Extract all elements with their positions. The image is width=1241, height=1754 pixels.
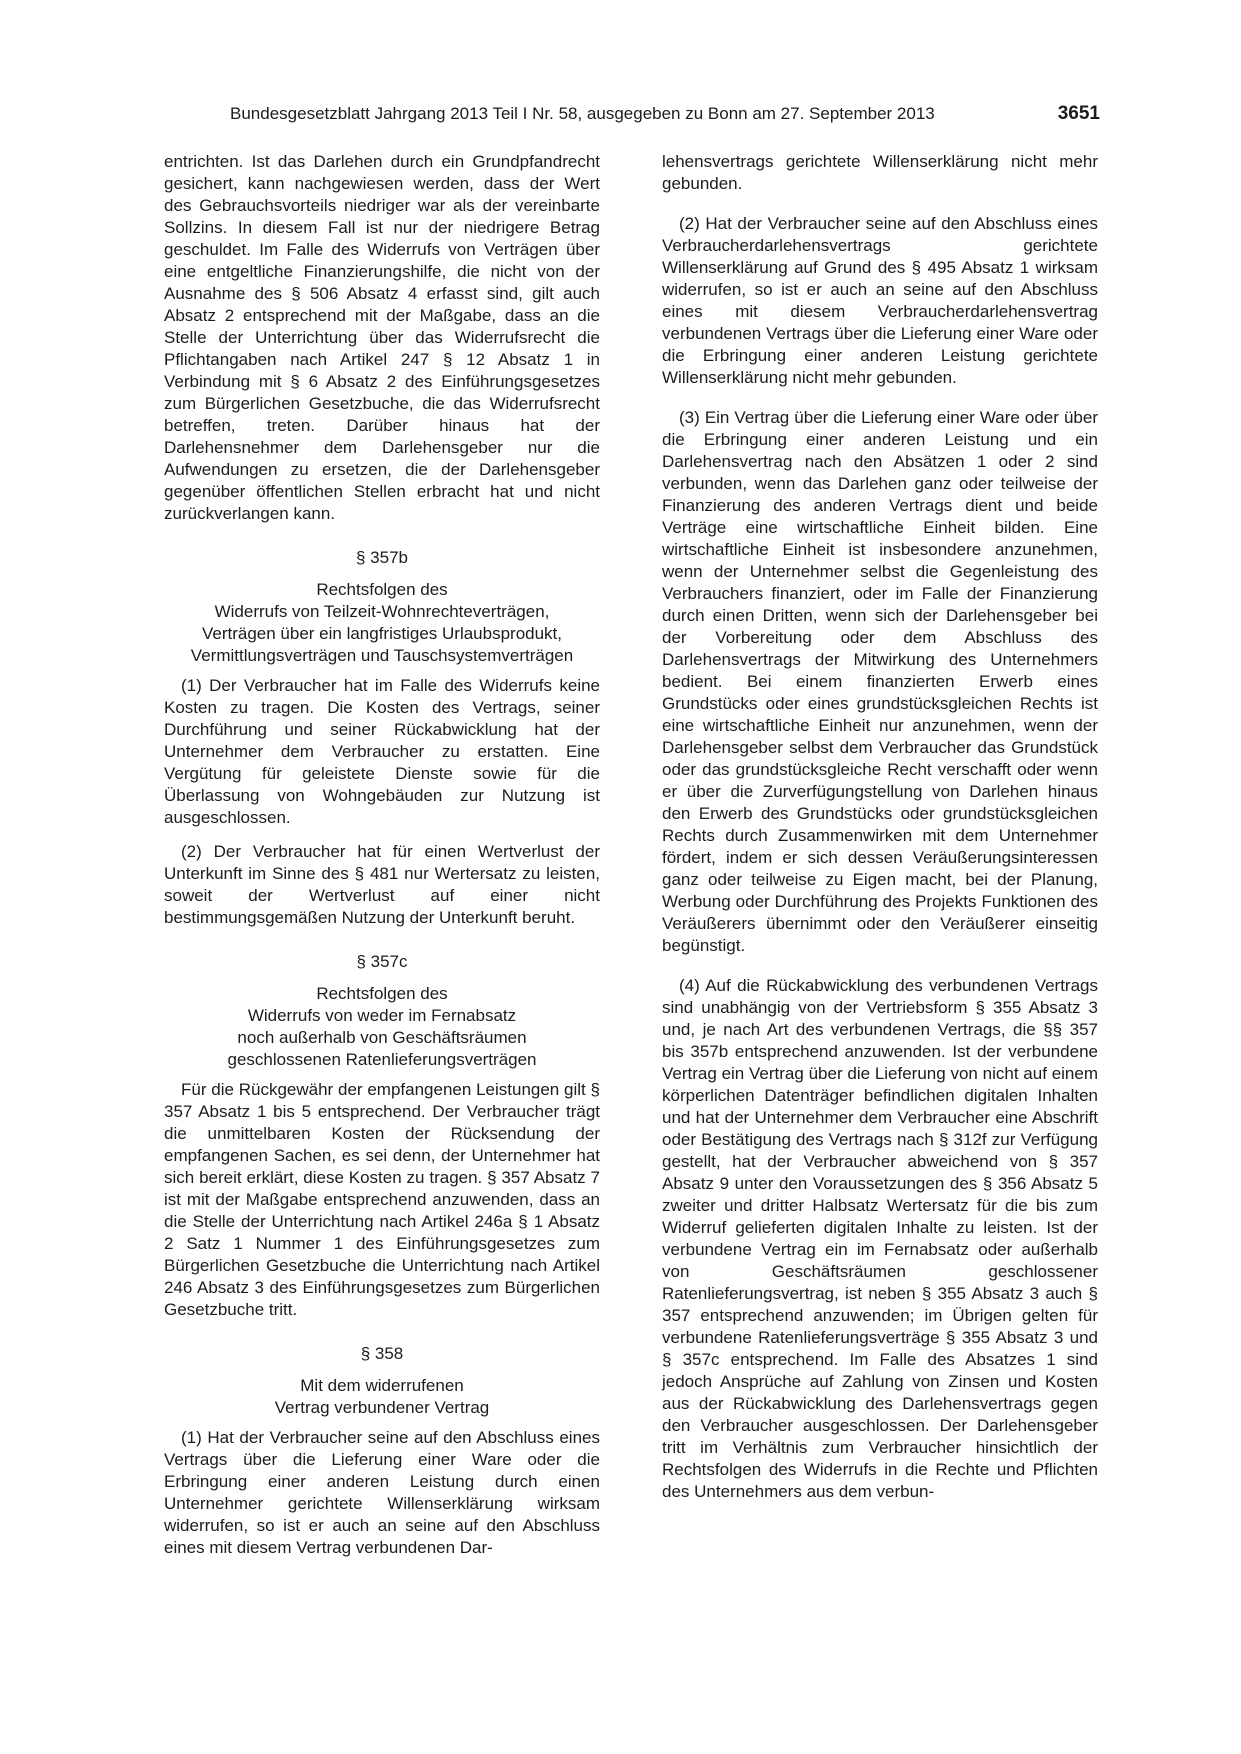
heading-line: Widerrufs von Teilzeit-Wohnrechteverträgen, — [214, 602, 550, 621]
paragraph-357b-1: (1) Der Verbraucher hat im Falle des Widerrufs keine Kosten zu tragen. Die Kosten des Vertrags, seiner Durchführung und seiner Rückabwicklung hat der Unternehmer dem Verbraucher zu erstatten. Eine Vergütung für geleistete Dienste sowie für die Überlassung von Wohngebäuden zur Nutzung ist ausgeschlossen. — [164, 676, 600, 827]
section-heading-358 — [164, 1375, 600, 1419]
continued-paragraph: lehensvertrags gerichtete Willenserklärung nicht mehr gebunden. — [662, 152, 1098, 193]
header-title: Bundesgesetzblatt Jahrgang 2013 Teil I Nr. 58, ausgegeben zu Bonn am 27. September 2013 — [230, 104, 935, 123]
paragraph-357c-1: Für die Rückgewähr der empfangenen Leistungen gilt § 357 Absatz 1 bis 5 entsprechend. Der Verbraucher trägt die unmittelbaren Kosten der Rücksendung der empfangenen Sachen, es sei denn, der Unternehmer hat sich bereit erklärt, diese Kosten zu tragen. § 357 Absatz 7 ist mit der Maßgabe entsprechend anzuwenden, dass an die Stelle der Unterrichtung nach Artikel 246a § 1 Absatz 2 Satz 1 Nummer 1 des Einführungsgesetzes zum Bürgerlichen Gesetzbuche die Unterrichtung nach Artikel 246 Absatz 3 des Einführungsgesetzes zum Bürgerlichen Gesetzbuche tritt. — [164, 1080, 600, 1319]
left-column — [164, 151, 600, 1571]
section-number-357c: § 357c — [356, 952, 408, 971]
right-column — [662, 151, 1098, 1515]
section-number-358: § 358 — [360, 1344, 404, 1363]
heading-line: Verträgen über ein langfristiges Urlaubsprodukt, — [201, 624, 563, 643]
heading-line: geschlossenen Ratenlieferungsverträgen — [227, 1050, 537, 1069]
heading-line: Rechtsfolgen des — [316, 984, 448, 1003]
heading-line: Widerrufs von weder im Fernabsatz — [247, 1006, 517, 1025]
paragraph-357b-2: (2) Der Verbraucher hat für einen Wertverlust der Unterkunft im Sinne des § 481 nur Wertersatz zu leisten, soweit der Wertverlust auf einer nicht bestimmungsgemäßen Nutzung der Unterkunft beruht. — [164, 842, 600, 927]
heading-line: Mit dem widerrufenen — [300, 1376, 464, 1395]
continued-paragraph: entrichten. Ist das Darlehen durch ein Grundpfandrecht gesichert, kann nachgewiesen werden, dass der Wert des Gebrauchsvorteils niedriger war als der vereinbarte Sollzins. In diesem Fall ist nur der niedrigere Betrag geschuldet. Im Falle des Widerrufs von Verträgen über eine entgeltliche Finanzierungshilfe, die nicht von der Ausnahme des § 506 Absatz 4 erfasst sind, gilt auch Absatz 2 entsprechend mit der Maßgabe, dass an die Stelle der Unterrichtung über das Widerrufsrecht die Pflichtangaben nach Artikel 247 § 12 Absatz 1 in Verbindung mit § 6 Absatz 2 des Einführungsgesetzes zum Bürgerlichen Gesetzbuche, die das Widerrufsrecht betreffen, treten. Darüber hinaus hat der Darlehensnehmer dem Darlehensgeber nur die Aufwendungen zu ersetzen, die der Darlehensgeber gegenüber öffentlichen Stellen erbracht hat und nicht zurückverlangen kann. — [164, 152, 600, 523]
running-header — [230, 101, 1100, 127]
page-number: 3651 — [1057, 103, 1100, 124]
heading-line: Vermittlungsverträgen und Tauschsystemverträgen — [190, 646, 574, 665]
heading-line: Vertrag verbundener Vertrag — [274, 1398, 490, 1417]
paragraph-358-2: (2) Hat der Verbraucher seine auf den Abschluss eines Verbraucherdarlehensvertrags gerichtete Willenserklärung auf Grund des § 495 Absatz 1 wirksam widerrufen, so ist er auch an seine auf den Abschluss eines mit diesem Verbraucherdarlehensvertrag verbundenen Vertrags über die Lieferung einer Ware oder die Erbringung einer anderen Leistung gerichtete Willenserklärung nicht mehr gebunden. — [662, 214, 1098, 387]
paragraph-358-1: (1) Hat der Verbraucher seine auf den Abschluss eines Vertrags über die Lieferung einer Ware oder die Erbringung einer anderen Leistung durch einen Unternehmer gerichtete Willenserklärung wirksam widerrufen, so ist er auch an seine auf den Abschluss eines mit diesem Vertrag verbundenen Dar- — [164, 1428, 600, 1557]
paragraph-358-3: (3) Ein Vertrag über die Lieferung einer Ware oder über die Erbringung einer anderen Leistung und ein Darlehensvertrag nach den Absätzen 1 oder 2 sind verbunden, wenn das Darlehen ganz oder teilweise der Finanzierung des anderen Vertrags dient und beide Verträge eine wirtschaftliche Einheit bilden. Eine wirtschaftliche Einheit ist insbesondere anzunehmen, wenn der Unternehmer selbst die Gegenleistung des Verbrauchers finanziert, oder im Falle der Finanzierung durch einen Dritten, wenn sich der Darlehensgeber bei der Vorbereitung oder dem Abschluss des Darlehensvertrags der Mitwirkung des Unternehmers bedient. Bei einem finanzierten Erwerb eines Grundstücks oder eines grundstücksgleichen Rechts ist eine wirtschaftliche Einheit nur anzunehmen, wenn der Darlehensgeber selbst dem Verbraucher das Grundstück oder das grundstücksgleiche Recht verschafft oder wenn er über die Zurverfügungstellung von Darlehen hinaus den Erwerb des Grundstücks oder grundstücksgleichen Rechts durch Zusammenwirken mit dem Unternehmer fördert, indem er sich dessen Veräußerungsinteressen ganz oder teilweise zu Eigen macht, bei der Planung, Werbung oder Durchführung des Projekts Funktionen des Veräußerers übernimmt oder den Veräußerer einseitig begünstigt. — [662, 408, 1098, 955]
heading-line: noch außerhalb von Geschäftsräumen — [237, 1028, 527, 1047]
section-heading-357c — [164, 983, 600, 1071]
paragraph-358-4: (4) Auf die Rückabwicklung des verbundenen Vertrags sind unabhängig von der Vertriebsform § 355 Absatz 3 und, je nach Art des verbundenen Vertrags, die §§ 357 bis 357b entsprechend anzuwenden. Ist der verbundene Vertrag ein Vertrag über die Lieferung von nicht auf einem körperlichen Datenträger befindlichen digitalen Inhalten und hat der Unternehmer dem Verbraucher eine Abschrift oder Bestätigung des Vertrags nach § 312f zur Verfügung gestellt, hat der Verbraucher abweichend von § 357 Absatz 9 unter den Voraussetzungen des § 356 Absatz 5 zweiter und dritter Halbsatz Wertersatz für die bis zum Widerruf gelieferten digitalen Inhalte zu leisten. Ist der verbundene Vertrag ein im Fernabsatz oder außerhalb von Geschäftsräumen geschlossener Ratenlieferungsvertrag, ist neben § 355 Absatz 3 auch § 357 entsprechend anzuwenden; im Übrigen gelten für verbundene Ratenlieferungsverträge § 355 Absatz 3 und § 357c entsprechend. Im Falle des Absatzes 1 sind jedoch Ansprüche auf Zahlung von Zinsen und Kosten aus der Rückabwicklung des Darlehensvertrags gegen den Verbraucher ausgeschlossen. Der Darlehensgeber tritt im Verhältnis zum Verbraucher hinsichtlich der Rechtsfolgen des Widerrufs in die Rechte und Pflichten des Unternehmers aus dem verbun- — [662, 976, 1098, 1501]
section-heading-357b — [164, 579, 600, 667]
section-number-357b: § 357b — [356, 548, 408, 567]
heading-line: Rechtsfolgen des — [316, 580, 448, 599]
